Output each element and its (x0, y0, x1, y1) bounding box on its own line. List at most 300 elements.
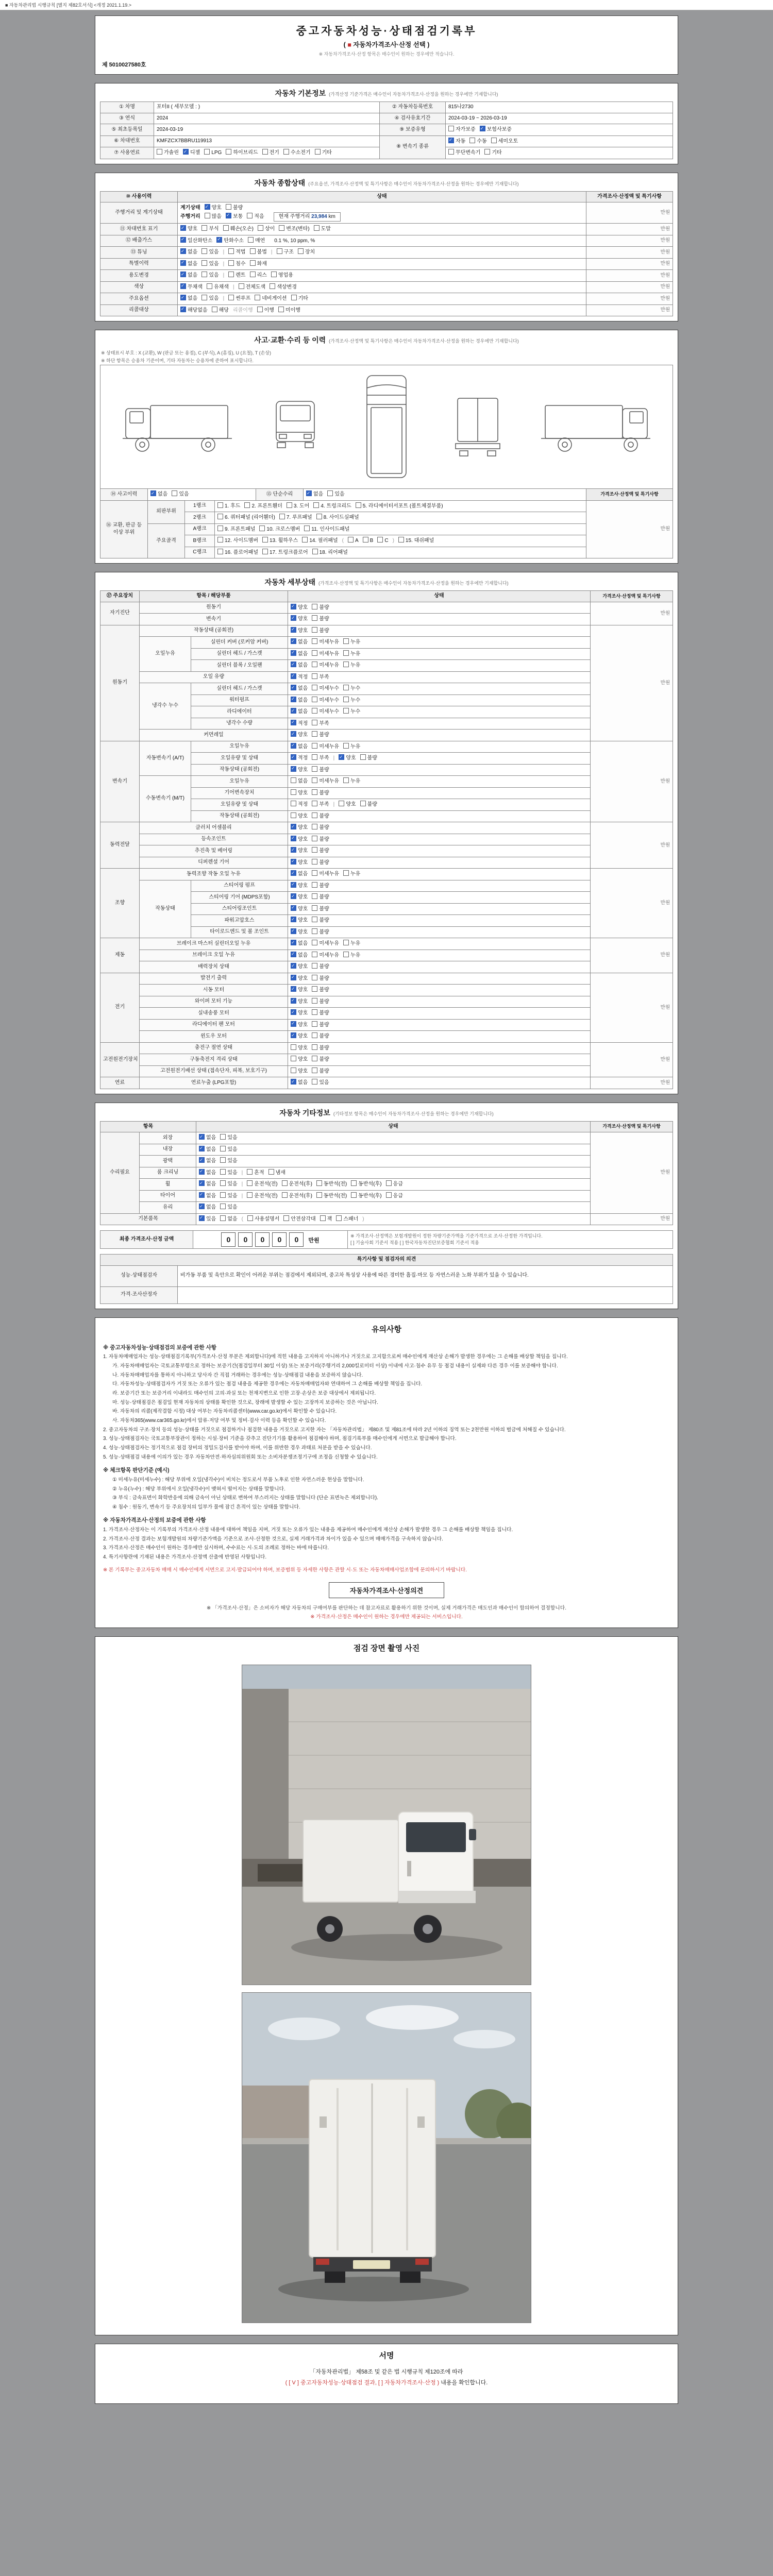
checkbox-option[interactable] (291, 615, 308, 623)
checkbox-option[interactable] (199, 1134, 216, 1142)
checkbox-label: 있음 (209, 261, 219, 267)
checkbox-option[interactable] (201, 225, 219, 233)
checkbox-option[interactable] (268, 1169, 285, 1177)
checkbox-option[interactable] (217, 526, 255, 534)
checkbox-option[interactable] (291, 1067, 308, 1076)
checkbox-option[interactable] (277, 248, 294, 257)
checkbox-option[interactable] (312, 998, 329, 1006)
checkbox-option[interactable] (291, 859, 308, 867)
checkbox-option[interactable] (199, 1157, 216, 1165)
checkbox-label: 기타 (492, 150, 502, 156)
checkbox-option[interactable] (291, 673, 308, 682)
notice-line: 1. 가격조사·산정자는 이 기록부의 가격조사·산정 내용에 대하여 책임을 지며, 거짓 또는 오류가 있는 내용을 제공하여 매수인에게 재산상 손해가 발생한 경우 그 손해를 배상할 책임을 집니다. (103, 1527, 513, 1533)
checkbox-option[interactable] (291, 882, 308, 890)
notice-line: 2. 중고자동차의 구조·장치 등의 성능·상태를 거짓으로 점검하거나 점검한 내용을 거짓으로 고지한 자는 「자동차관리법」 제80조 및 제81조에 따라 2년 이하의 징역 또는 2천만원 이하의 벌금에 처해질 수 있습니다. (103, 1427, 566, 1433)
field-value: 2024 (154, 113, 380, 124)
checkbox-option[interactable] (291, 777, 308, 786)
checkbox-option[interactable] (312, 708, 339, 716)
checkbox-option[interactable] (312, 685, 339, 693)
checkbox-option[interactable] (291, 1079, 308, 1087)
checkbox-option[interactable] (312, 882, 329, 890)
checkbox-option[interactable] (312, 1009, 329, 1018)
checkbox-option[interactable] (283, 149, 311, 157)
checkbox-option[interactable] (291, 893, 308, 902)
checkbox-option[interactable] (312, 549, 348, 557)
checkbox-label: 불량 (319, 813, 329, 819)
checkbox-option[interactable] (312, 662, 339, 670)
checkbox-option[interactable] (343, 685, 360, 693)
checkbox-option[interactable] (291, 905, 308, 913)
column-header: 가격조사·산정액 및 특기사항 (591, 591, 673, 602)
checkbox-option[interactable] (247, 1215, 279, 1224)
checkbox-option[interactable] (282, 1192, 312, 1200)
unchecked-checkbox-icon (201, 248, 207, 254)
checkbox-option[interactable] (304, 526, 349, 534)
checkbox-option[interactable] (312, 1044, 329, 1053)
checkbox-option[interactable] (291, 1056, 308, 1064)
checkbox-option[interactable] (343, 743, 360, 751)
checkbox-group (288, 973, 591, 985)
checkbox-option[interactable] (312, 812, 329, 821)
checkbox-label: 불량 (319, 1033, 329, 1039)
checkbox-option[interactable] (223, 225, 254, 233)
checkbox-group (205, 205, 247, 211)
checkbox-label: 17. 트렁크플로어 (269, 549, 308, 555)
checkbox-option[interactable] (316, 1180, 347, 1189)
section-note: (기타정보 항목은 매수인이 자동차가격조사·산정을 원하는 경우에만 기재합니다) (333, 1111, 494, 1116)
checkbox-option[interactable] (448, 149, 480, 157)
checkbox-option[interactable] (363, 537, 374, 545)
checkbox-option[interactable] (360, 801, 377, 809)
checkbox-option[interactable] (279, 225, 309, 233)
checkbox-option[interactable] (312, 720, 329, 728)
checkbox-option[interactable] (220, 1180, 237, 1189)
checkbox-option[interactable] (448, 126, 476, 134)
checkbox-option[interactable] (247, 1169, 264, 1177)
checkbox-label: 없음 (206, 1181, 216, 1187)
checkbox-option[interactable] (228, 272, 245, 280)
checkbox-option[interactable] (291, 731, 308, 739)
checkbox-option[interactable] (291, 917, 308, 925)
checkbox-option[interactable] (291, 754, 308, 762)
checkbox-option[interactable] (343, 777, 360, 786)
checkbox-label: 매연 (255, 238, 265, 244)
price-cell: 만원 (591, 938, 673, 973)
checkbox-option[interactable] (201, 260, 219, 268)
checkbox-option[interactable] (291, 870, 308, 878)
checkbox-option[interactable] (205, 213, 222, 221)
checkbox-option[interactable] (398, 537, 434, 545)
checkbox-option[interactable] (291, 789, 308, 798)
checkbox-option[interactable] (360, 754, 377, 762)
checkbox-option[interactable] (351, 1192, 381, 1200)
checkbox-option[interactable] (356, 502, 443, 511)
checked-checkbox-icon (180, 260, 186, 266)
checkbox-option[interactable] (291, 627, 308, 635)
item-label: 구동축전지 격리 상태 (140, 1054, 288, 1066)
checkbox-option[interactable] (348, 537, 359, 545)
checkbox-option[interactable] (172, 490, 189, 499)
item-label: 동력조향 작동 오일 누유 (140, 869, 288, 880)
checkbox-option[interactable] (248, 237, 265, 245)
checkbox-option[interactable] (291, 1009, 308, 1018)
checkbox-option[interactable] (217, 502, 240, 511)
checkbox-option[interactable] (271, 272, 293, 280)
unchecked-checkbox-icon (244, 502, 250, 508)
checkbox-option[interactable] (270, 283, 297, 292)
checkbox-option[interactable] (199, 1146, 216, 1154)
checkbox-option[interactable] (262, 549, 308, 557)
section-title-detail (100, 576, 673, 590)
column-header: ⑰ 주요장치 (100, 591, 140, 602)
unchecked-checkbox-icon (360, 801, 366, 806)
checkbox-label: 미세누유 (319, 639, 339, 645)
checkbox-option[interactable] (278, 307, 300, 315)
checkbox-option[interactable] (262, 149, 279, 157)
unchecked-checkbox-icon (327, 490, 333, 496)
checkbox-option[interactable] (226, 213, 243, 221)
checkbox-label: 일산화탄소 (188, 238, 213, 244)
checkbox-option[interactable] (484, 149, 501, 157)
checkbox-option[interactable] (343, 708, 360, 716)
checkbox-option[interactable] (291, 1021, 308, 1029)
checkbox-option[interactable] (250, 260, 267, 268)
checkbox-option[interactable] (183, 149, 200, 157)
section-title-text: 사고·교환·수리 등 이력 (254, 336, 326, 344)
checkbox-option[interactable] (312, 801, 329, 809)
item-label: 클러치 어셈블리 (140, 822, 288, 834)
checkbox-group (288, 706, 591, 718)
unchecked-checkbox-icon (312, 708, 317, 714)
checkbox-option[interactable] (180, 248, 197, 257)
checkbox-option[interactable] (312, 1056, 329, 1064)
checkbox-option[interactable] (491, 138, 518, 146)
checkbox-group (288, 625, 591, 637)
checkbox-option[interactable] (220, 1204, 237, 1212)
checkbox-option[interactable] (336, 1215, 358, 1224)
checkbox-option[interactable] (343, 650, 360, 658)
checkbox-option[interactable] (250, 248, 267, 257)
checkbox-option[interactable] (259, 526, 300, 534)
checkbox-label: 불량 (319, 859, 329, 866)
checkbox-option[interactable] (312, 627, 329, 635)
checkbox-option[interactable] (291, 847, 308, 855)
separator-text: | (223, 249, 225, 255)
checkbox-option[interactable] (448, 138, 465, 146)
checkbox-option[interactable] (255, 295, 287, 303)
unchecked-checkbox-icon (351, 1180, 357, 1186)
checkbox-option[interactable] (312, 754, 329, 762)
unchecked-checkbox-icon (386, 1192, 392, 1198)
checkbox-option[interactable] (312, 824, 329, 832)
checkbox-option[interactable] (313, 502, 351, 511)
checkbox-option[interactable] (291, 986, 308, 994)
checked-checkbox-icon (291, 986, 296, 992)
checkbox-option[interactable] (205, 204, 222, 212)
checkbox-option[interactable] (312, 870, 339, 878)
checkbox-option[interactable] (258, 225, 275, 233)
unchecked-checkbox-icon (291, 812, 296, 818)
checkbox-option[interactable] (291, 836, 308, 844)
checkbox-option[interactable] (180, 237, 212, 245)
checkbox-option[interactable] (283, 1215, 315, 1224)
checkbox-option[interactable] (180, 272, 197, 280)
checkbox-option[interactable] (157, 149, 179, 157)
checkbox-option[interactable] (217, 549, 258, 557)
checkbox-option[interactable] (312, 731, 329, 739)
checkbox-label: 보통 (232, 213, 243, 219)
notice-body (100, 1344, 673, 1574)
checkbox-option[interactable] (314, 225, 331, 233)
checkbox-option[interactable] (312, 986, 329, 994)
checkbox-option[interactable] (212, 307, 229, 315)
checkbox-option[interactable] (228, 260, 245, 268)
device-label: 고전원전기장치 (100, 1042, 140, 1077)
checkbox-option[interactable] (312, 893, 329, 902)
checkbox-option[interactable] (207, 283, 229, 292)
row-label: ⑮ 단순수리 (256, 489, 304, 501)
checkbox-label: 양호 (298, 1045, 308, 1051)
price-cell: 만원 (586, 258, 673, 270)
checkbox-option[interactable] (180, 295, 197, 303)
checkbox-option[interactable] (291, 766, 308, 774)
checkbox-label: 불법 (257, 249, 267, 255)
checkbox-option[interactable] (291, 662, 308, 670)
checkbox-label: 부족 (319, 755, 329, 761)
checkbox-option[interactable] (257, 307, 274, 315)
field-label: ③ 연식 (100, 113, 154, 124)
checkbox-option[interactable] (220, 1215, 237, 1224)
checkbox-group (288, 753, 591, 765)
checkbox-option[interactable] (199, 1215, 216, 1224)
checkbox-option[interactable] (469, 138, 486, 146)
checkbox-option[interactable] (312, 650, 339, 658)
checkbox-option[interactable] (302, 537, 338, 545)
checkbox-option[interactable] (262, 537, 298, 545)
checkbox-option[interactable] (312, 836, 329, 844)
checkbox-option[interactable] (217, 537, 258, 545)
checkbox-option[interactable] (291, 685, 308, 693)
checkbox-option[interactable] (291, 1044, 308, 1053)
checkbox-label: 없음 (206, 1205, 216, 1210)
checkbox-option[interactable] (306, 490, 323, 499)
checkbox-label: 양호 (298, 1033, 308, 1039)
checkbox-option[interactable] (343, 952, 360, 960)
checkbox-option[interactable] (291, 650, 308, 658)
unchecked-checkbox-icon (312, 847, 317, 853)
checkbox-option[interactable] (199, 1204, 216, 1212)
checkbox-option[interactable] (343, 662, 360, 670)
checkbox-option[interactable] (201, 272, 219, 280)
sub-label: 주행거리 (180, 213, 200, 219)
unchecked-checkbox-icon (207, 283, 212, 289)
checkbox-option[interactable] (291, 998, 308, 1006)
unchecked-checkbox-icon (448, 149, 454, 155)
checkbox-option[interactable] (339, 754, 356, 762)
checkbox-option[interactable] (250, 272, 267, 280)
checkbox-option[interactable] (312, 638, 339, 647)
checkbox-option[interactable] (312, 963, 329, 971)
checkbox-option[interactable] (291, 940, 308, 948)
checkbox-option[interactable] (217, 514, 275, 522)
checkbox-option[interactable] (291, 975, 308, 983)
checkbox-option[interactable] (220, 1169, 237, 1177)
checkbox-option[interactable] (287, 502, 309, 511)
checkbox-option[interactable] (312, 905, 329, 913)
unchecked-checkbox-icon (201, 260, 207, 266)
checkbox-option[interactable] (199, 1192, 216, 1200)
checkbox-group (288, 799, 591, 811)
document-header (95, 15, 678, 75)
checkbox-option[interactable] (291, 720, 308, 728)
column-header: ⑩ 사용이력 (100, 191, 178, 202)
checkbox-option[interactable] (312, 1079, 329, 1087)
unchecked-checkbox-icon (287, 502, 292, 508)
checkbox-option[interactable] (312, 928, 329, 937)
checkbox-group (288, 950, 591, 961)
checkbox-option[interactable] (220, 1192, 237, 1200)
checkbox-label: 불량 (367, 755, 377, 761)
checkbox-group (288, 915, 591, 927)
checkbox-option[interactable] (312, 1021, 329, 1029)
checkbox-option[interactable] (312, 940, 339, 948)
checkbox-option[interactable] (291, 1032, 308, 1041)
unchecked-checkbox-icon (339, 801, 344, 806)
price-cell: 만원 (591, 822, 673, 869)
checkbox-option[interactable] (343, 697, 360, 705)
unchecked-checkbox-icon (291, 295, 297, 300)
checkbox-option[interactable] (312, 673, 329, 682)
checkbox-option[interactable] (312, 604, 329, 612)
checkbox-option[interactable] (316, 514, 359, 522)
checkbox-option[interactable] (312, 975, 329, 983)
unchecked-checkbox-icon (312, 963, 317, 969)
checkbox-label: 없음 (298, 709, 308, 715)
checkbox-option[interactable] (291, 295, 308, 303)
checkbox-option[interactable] (480, 126, 512, 134)
checkbox-option[interactable] (312, 859, 329, 867)
checkbox-option[interactable] (312, 952, 339, 960)
checked-checkbox-icon (291, 1021, 296, 1027)
checkbox-option[interactable] (226, 149, 258, 157)
item-label: 와이퍼 모터 기능 (140, 996, 288, 1008)
final-price-note: ※ 가격조사·산정액은 보험개발원이 정한 차량기준가액을 기준가격으로 조사·산정한 가격입니다. (350, 1233, 543, 1239)
checkbox-option[interactable] (316, 1192, 347, 1200)
checkbox-option[interactable] (312, 766, 329, 774)
checkbox-option[interactable] (204, 149, 222, 157)
checkbox-option[interactable] (315, 149, 332, 157)
checkbox-option[interactable] (327, 490, 344, 499)
checkbox-option[interactable] (201, 248, 219, 257)
checkbox-option[interactable] (247, 1180, 277, 1189)
checkbox-option[interactable] (291, 812, 308, 821)
unchecked-checkbox-icon (262, 549, 268, 554)
checkbox-option[interactable] (312, 1067, 329, 1076)
column-header: 가격조사·산정액 및 특기사항 (591, 1121, 673, 1132)
checkbox-option[interactable] (291, 801, 308, 809)
checkbox-label: 없음 (188, 261, 198, 267)
checkbox-option[interactable] (247, 1192, 277, 1200)
item-label: 오일누유 (140, 637, 191, 672)
checkbox-option[interactable] (339, 801, 356, 809)
item-label: 윈도우 모터 (140, 1031, 288, 1043)
checkbox-option[interactable] (228, 295, 250, 303)
checkbox-option[interactable] (312, 697, 339, 705)
checkbox-option[interactable] (312, 743, 339, 751)
checkbox-option[interactable] (291, 708, 308, 716)
checkbox-label: 불량 (319, 848, 329, 854)
checkbox-option[interactable] (312, 917, 329, 925)
checkbox-option[interactable] (312, 847, 329, 855)
checkbox-option[interactable] (291, 928, 308, 937)
checkbox-option[interactable] (150, 490, 167, 499)
checkbox-option[interactable] (291, 824, 308, 832)
checkbox-option[interactable] (377, 537, 388, 545)
checkbox-group (288, 614, 591, 625)
section-signature (95, 2344, 678, 2404)
checkbox-option[interactable] (282, 1180, 312, 1189)
checkbox-option[interactable] (220, 1157, 237, 1165)
checkbox-option[interactable] (279, 514, 312, 522)
unchecked-checkbox-icon (247, 213, 253, 218)
checkbox-option[interactable] (226, 204, 243, 212)
checkbox-option[interactable] (247, 213, 264, 221)
checkbox-option[interactable] (351, 1180, 381, 1189)
checkbox-option[interactable] (386, 1180, 403, 1189)
checkbox-label: 썬루프 (236, 296, 251, 301)
checkbox-option[interactable] (312, 1032, 329, 1041)
checkbox-option[interactable] (180, 283, 203, 292)
checkbox-option[interactable] (199, 1169, 216, 1177)
checkbox-option[interactable] (343, 870, 360, 878)
checkbox-option[interactable] (291, 697, 308, 705)
checkbox-label: 불량 (319, 883, 329, 889)
checkbox-option[interactable] (291, 604, 308, 612)
checkbox-option[interactable] (201, 295, 219, 303)
unchecked-checkbox-icon (282, 1180, 288, 1186)
checkbox-option[interactable] (180, 307, 208, 315)
checkbox-option[interactable] (239, 283, 266, 292)
checkbox-option[interactable] (220, 1146, 237, 1154)
checkbox-option[interactable] (180, 260, 197, 268)
checkbox-option[interactable] (291, 743, 308, 751)
signature-title: 서명 (379, 2351, 394, 2361)
checkbox-label: 사용설명서 (255, 1216, 280, 1222)
checkbox-option[interactable] (220, 1134, 237, 1142)
row-label: ⑭ 사고이력 (100, 489, 148, 501)
checkbox-option[interactable] (216, 237, 244, 245)
signature-confirm-text: 내용을 확인합니다. (439, 2380, 488, 2386)
checkbox-option[interactable] (343, 940, 360, 948)
checkbox-option[interactable] (312, 777, 339, 786)
checkbox-option[interactable] (298, 248, 315, 257)
checkbox-option[interactable] (343, 638, 360, 647)
checkbox-option[interactable] (291, 638, 308, 647)
checkbox-option[interactable] (199, 1180, 216, 1189)
price-digit: 0 (221, 1232, 236, 1247)
item-label: 발전기 출력 (140, 973, 288, 985)
checkbox-option[interactable] (312, 615, 329, 623)
checkbox-option[interactable] (386, 1192, 403, 1200)
item-label: 추진축 및 베어링 (140, 845, 288, 857)
checkbox-option[interactable] (291, 952, 308, 960)
checkbox-option[interactable] (180, 225, 197, 233)
checkbox-option[interactable] (244, 502, 282, 511)
checkbox-option[interactable] (320, 1215, 332, 1224)
checkbox-option[interactable] (291, 963, 308, 971)
checkbox-option[interactable] (312, 789, 329, 798)
checkbox-option[interactable] (228, 248, 245, 257)
